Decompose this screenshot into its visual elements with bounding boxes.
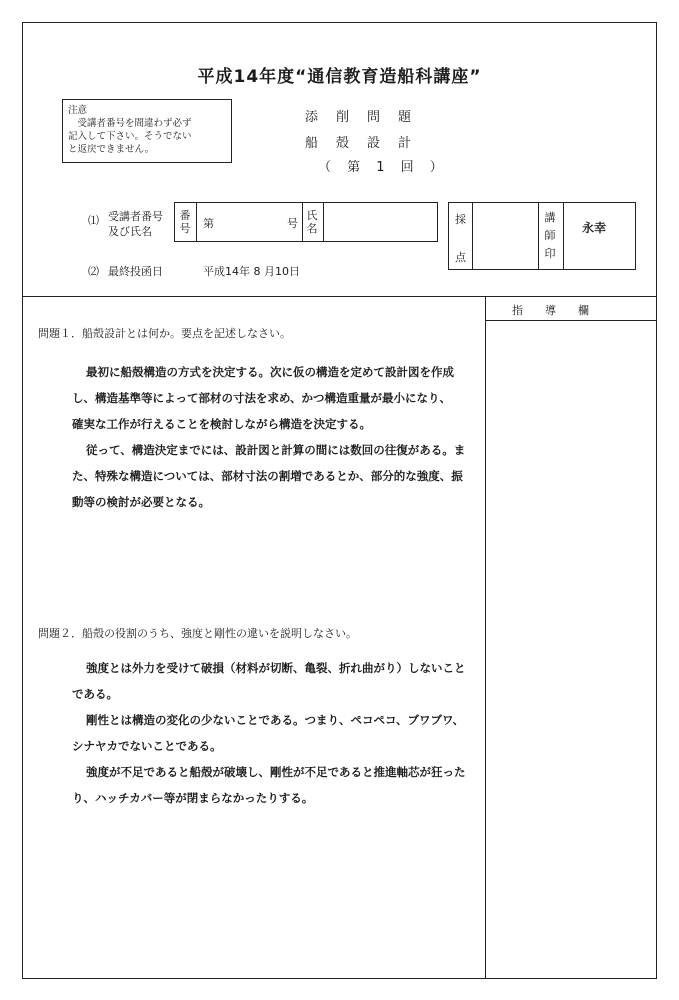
name-number-box — [174, 202, 438, 242]
answer-1-line: 従って、構造決定までには、設計図と計算の間には数回の往復がある。ま — [86, 443, 466, 457]
question-2: 問題２．船殻の役割のうち、強度と剛性の違いを説明しなさい。 — [38, 627, 357, 640]
question-1: 問題１．船殻設計とは何か。要点を記述しなさい。 — [38, 327, 291, 340]
subtitle-line-1: 添削問題 — [305, 110, 430, 125]
shimei-label: 氏名 — [306, 209, 318, 235]
instructor-seal: 永幸 — [581, 221, 606, 235]
answer-1-line: 最初に船殻構造の方式を決定する。次に仮の構造を定めて設計図を作成 — [86, 365, 454, 379]
answer-2-line: 強度とは外力を受けて破損（材料が切断、亀裂、折れ曲がり）しないこと — [86, 661, 466, 675]
student-number-field[interactable] — [220, 207, 286, 237]
dai-label: 第 — [203, 217, 214, 230]
go-label: 号 — [287, 217, 298, 230]
item2-label: 最終投函日 — [108, 265, 163, 278]
sidebar-header: 指 導 欄 — [512, 304, 589, 317]
answer-2-line: である。 — [72, 687, 118, 701]
item2-number: ⑵ — [88, 265, 99, 278]
answer-2-line: 強度が不足であると船殻が破壊し、剛性が不足であると推進軸芯が狂った — [86, 765, 466, 779]
answer-2-line: シナヤカでないことである。 — [72, 739, 222, 753]
sidebar-header-line — [485, 320, 657, 321]
answer-1-line: 確実な工作が行えることを検討しながら構造を決定する。 — [72, 417, 371, 431]
guidance-field[interactable] — [487, 322, 655, 976]
notice-line: 受講者番号を間違わず必ず — [68, 118, 192, 129]
grading-box — [448, 202, 636, 270]
answer-2 — [72, 655, 466, 811]
item1-label-line1: 受講者番号 — [108, 210, 163, 223]
name-field[interactable] — [326, 207, 434, 237]
answer-1 — [72, 359, 465, 515]
item1-number: ⑴ — [88, 214, 99, 227]
sidebar-border — [485, 297, 486, 979]
subtitle-line-2: 船殻設計 — [305, 136, 430, 151]
koushi-label: 講師印 — [544, 211, 556, 260]
score-field[interactable] — [475, 206, 535, 266]
notice-line: と返戻できません。 — [68, 144, 155, 155]
item1-label-line2: 及び氏名 — [108, 225, 152, 238]
notice-line: 記入して下さい。そうでない — [68, 131, 192, 142]
last-submission-date: 平成14年 8 月10日 — [203, 265, 300, 278]
answer-2-line: り、ハッチカバー等が閉まらなかったりする。 — [72, 791, 314, 805]
answer-1-line: し、構造基準等によって部材の寸法を求め、かつ構造重量が最小になり、 — [72, 391, 452, 405]
answer-2-line: 剛性とは構造の変化の少ないことである。つまり、ペコペコ、ブワブワ、 — [86, 713, 465, 727]
answer-1-line: た、特殊な構造については、部材寸法の割増であるとか、部分的な強度、振 — [72, 469, 463, 483]
saiten-label-2: 点 — [455, 251, 466, 264]
document-title: 平成14年度“通信教育造船科講座” — [197, 67, 482, 87]
saiten-label-1: 採 — [455, 213, 466, 226]
notice-line: 注意 — [68, 105, 88, 116]
notice-box — [62, 99, 232, 163]
answer-1-line: 動等の検討が必要となる。 — [72, 495, 210, 509]
section-divider — [22, 296, 657, 297]
bango-label: 番号 — [179, 209, 191, 235]
subtitle-line-3: （ 第 1 回 ） — [318, 160, 449, 175]
